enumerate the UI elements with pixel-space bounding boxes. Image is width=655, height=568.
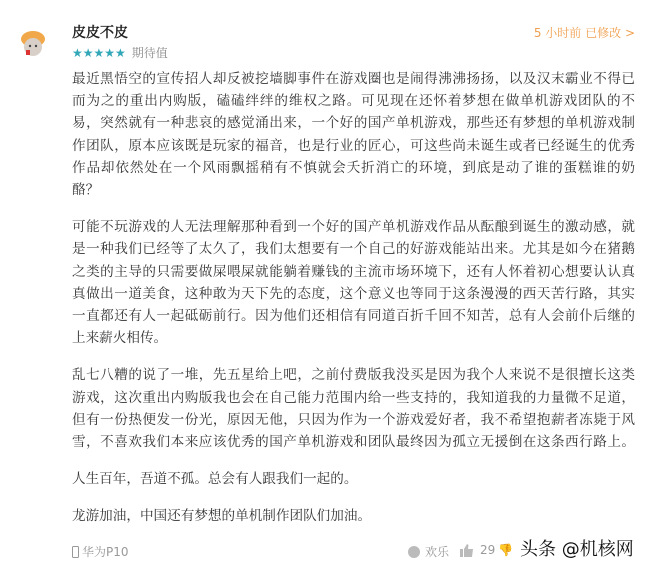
review-footer (72, 541, 635, 563)
paragraph (72, 505, 635, 527)
star-rating: ★★★★★ (72, 45, 126, 60)
thumbs-up-icon (460, 544, 474, 557)
avatar-cat-icon (20, 30, 46, 58)
watermark: 头条 @机核网 (520, 539, 634, 560)
text-line: 人生百年，吾道不孤。总会有人跟我们一起的。 (72, 471, 358, 488)
text-line: 真做出一道美食，这种敢为天下先的态度，这个意义也等同于这条漫漫的西天苦行路，其实 (72, 285, 635, 302)
rating-label: 期待值 (131, 46, 168, 60)
text-line: 游戏，这次重出内购版我也会在自己能力范围内给一些支持的，我知道我的力量微不足道， (72, 389, 635, 406)
paragraph (72, 364, 635, 453)
text-line: 最近黑悟空的宣传招人却反被挖墙脚事件在游戏圈也是闹得沸沸扬扬，以及汉末霸业不得已 (72, 71, 635, 87)
text-line: 是一种我们已经等了太久了，我们太想要有一个自己的好游戏能站出来。尤其是如今在猪鹅 (72, 241, 635, 258)
author-name[interactable]: 皮皮不皮 (72, 25, 128, 41)
text-line: 但有一份热便发一份光，原因无他，只因为作为一个游戏爱好者，我不希望抱薪者冻毙于风 (72, 411, 635, 428)
like-button[interactable] (460, 543, 495, 557)
text-line: 乱七八糟的说了一堆，先五星给上吧，之前付费版我没买是因为我个人来说不是很擅长这类 (72, 367, 635, 384)
paragraph (72, 68, 635, 201)
text-line: 作品却依然处在一个风雨飘摇稍有不慎就会夭折消亡的环境，到底是动了谁的蛋糕谁的奶 (72, 159, 635, 176)
text-line: 一直都还有人一起砥砺前行。因为他们还相信有同道百折千回不知苦，总有人会前仆后继的 (72, 308, 635, 325)
device-name: 华为P10 (82, 545, 129, 559)
mood-button[interactable] (408, 543, 449, 560)
review-body (72, 68, 635, 543)
rating (72, 44, 168, 61)
text-line: 可能不玩游戏的人无法理解那种看到一个好的国产单机游戏作品从酝酿到诞生的激动感，就 (72, 219, 635, 236)
thumbs-down-icon[interactable]: 👎 (498, 543, 513, 557)
text-line: 龙游加油，中国还有梦想的单机制作团队们加油。 (72, 508, 372, 525)
mood-label: 欢乐 (425, 545, 450, 559)
paragraph (72, 468, 635, 490)
avatar[interactable] (20, 30, 46, 58)
like-count: 29 (480, 543, 496, 557)
text-line: 而为之的重出内购版，磕磕绊绊的维权之路。可见现在还怀着梦想在做单机游戏团队的不 (72, 93, 635, 110)
phone-icon (72, 546, 79, 558)
timestamp-edited-link[interactable]: 5 小时前 已修改 > (533, 26, 635, 40)
text-line: 雪，不喜欢我们本来应该优秀的国产单机游戏和团队最终因为孤立无援倒在这条西行路上。 (72, 434, 635, 451)
text-line: 易，突然就有一种悲哀的感觉涌出来，一个好的国产单机游戏，那些还有梦想的单机游戏制 (72, 115, 635, 132)
text-line: 酪？ (72, 182, 100, 199)
text-line: 作团队，原本应该既是玩家的福音，也是行业的匠心，可这些尚未诞生或者已经诞生的优秀 (72, 137, 635, 154)
paragraph (72, 216, 635, 349)
smile-icon (408, 546, 420, 558)
device-info (72, 543, 129, 560)
text-line: 之类的主导的只需要做屎喂屎就能躺着赚钱的主流市场环境下，还有人怀着初心想要认认真 (72, 263, 635, 280)
text-line: 上来薪火相传。 (72, 330, 168, 347)
